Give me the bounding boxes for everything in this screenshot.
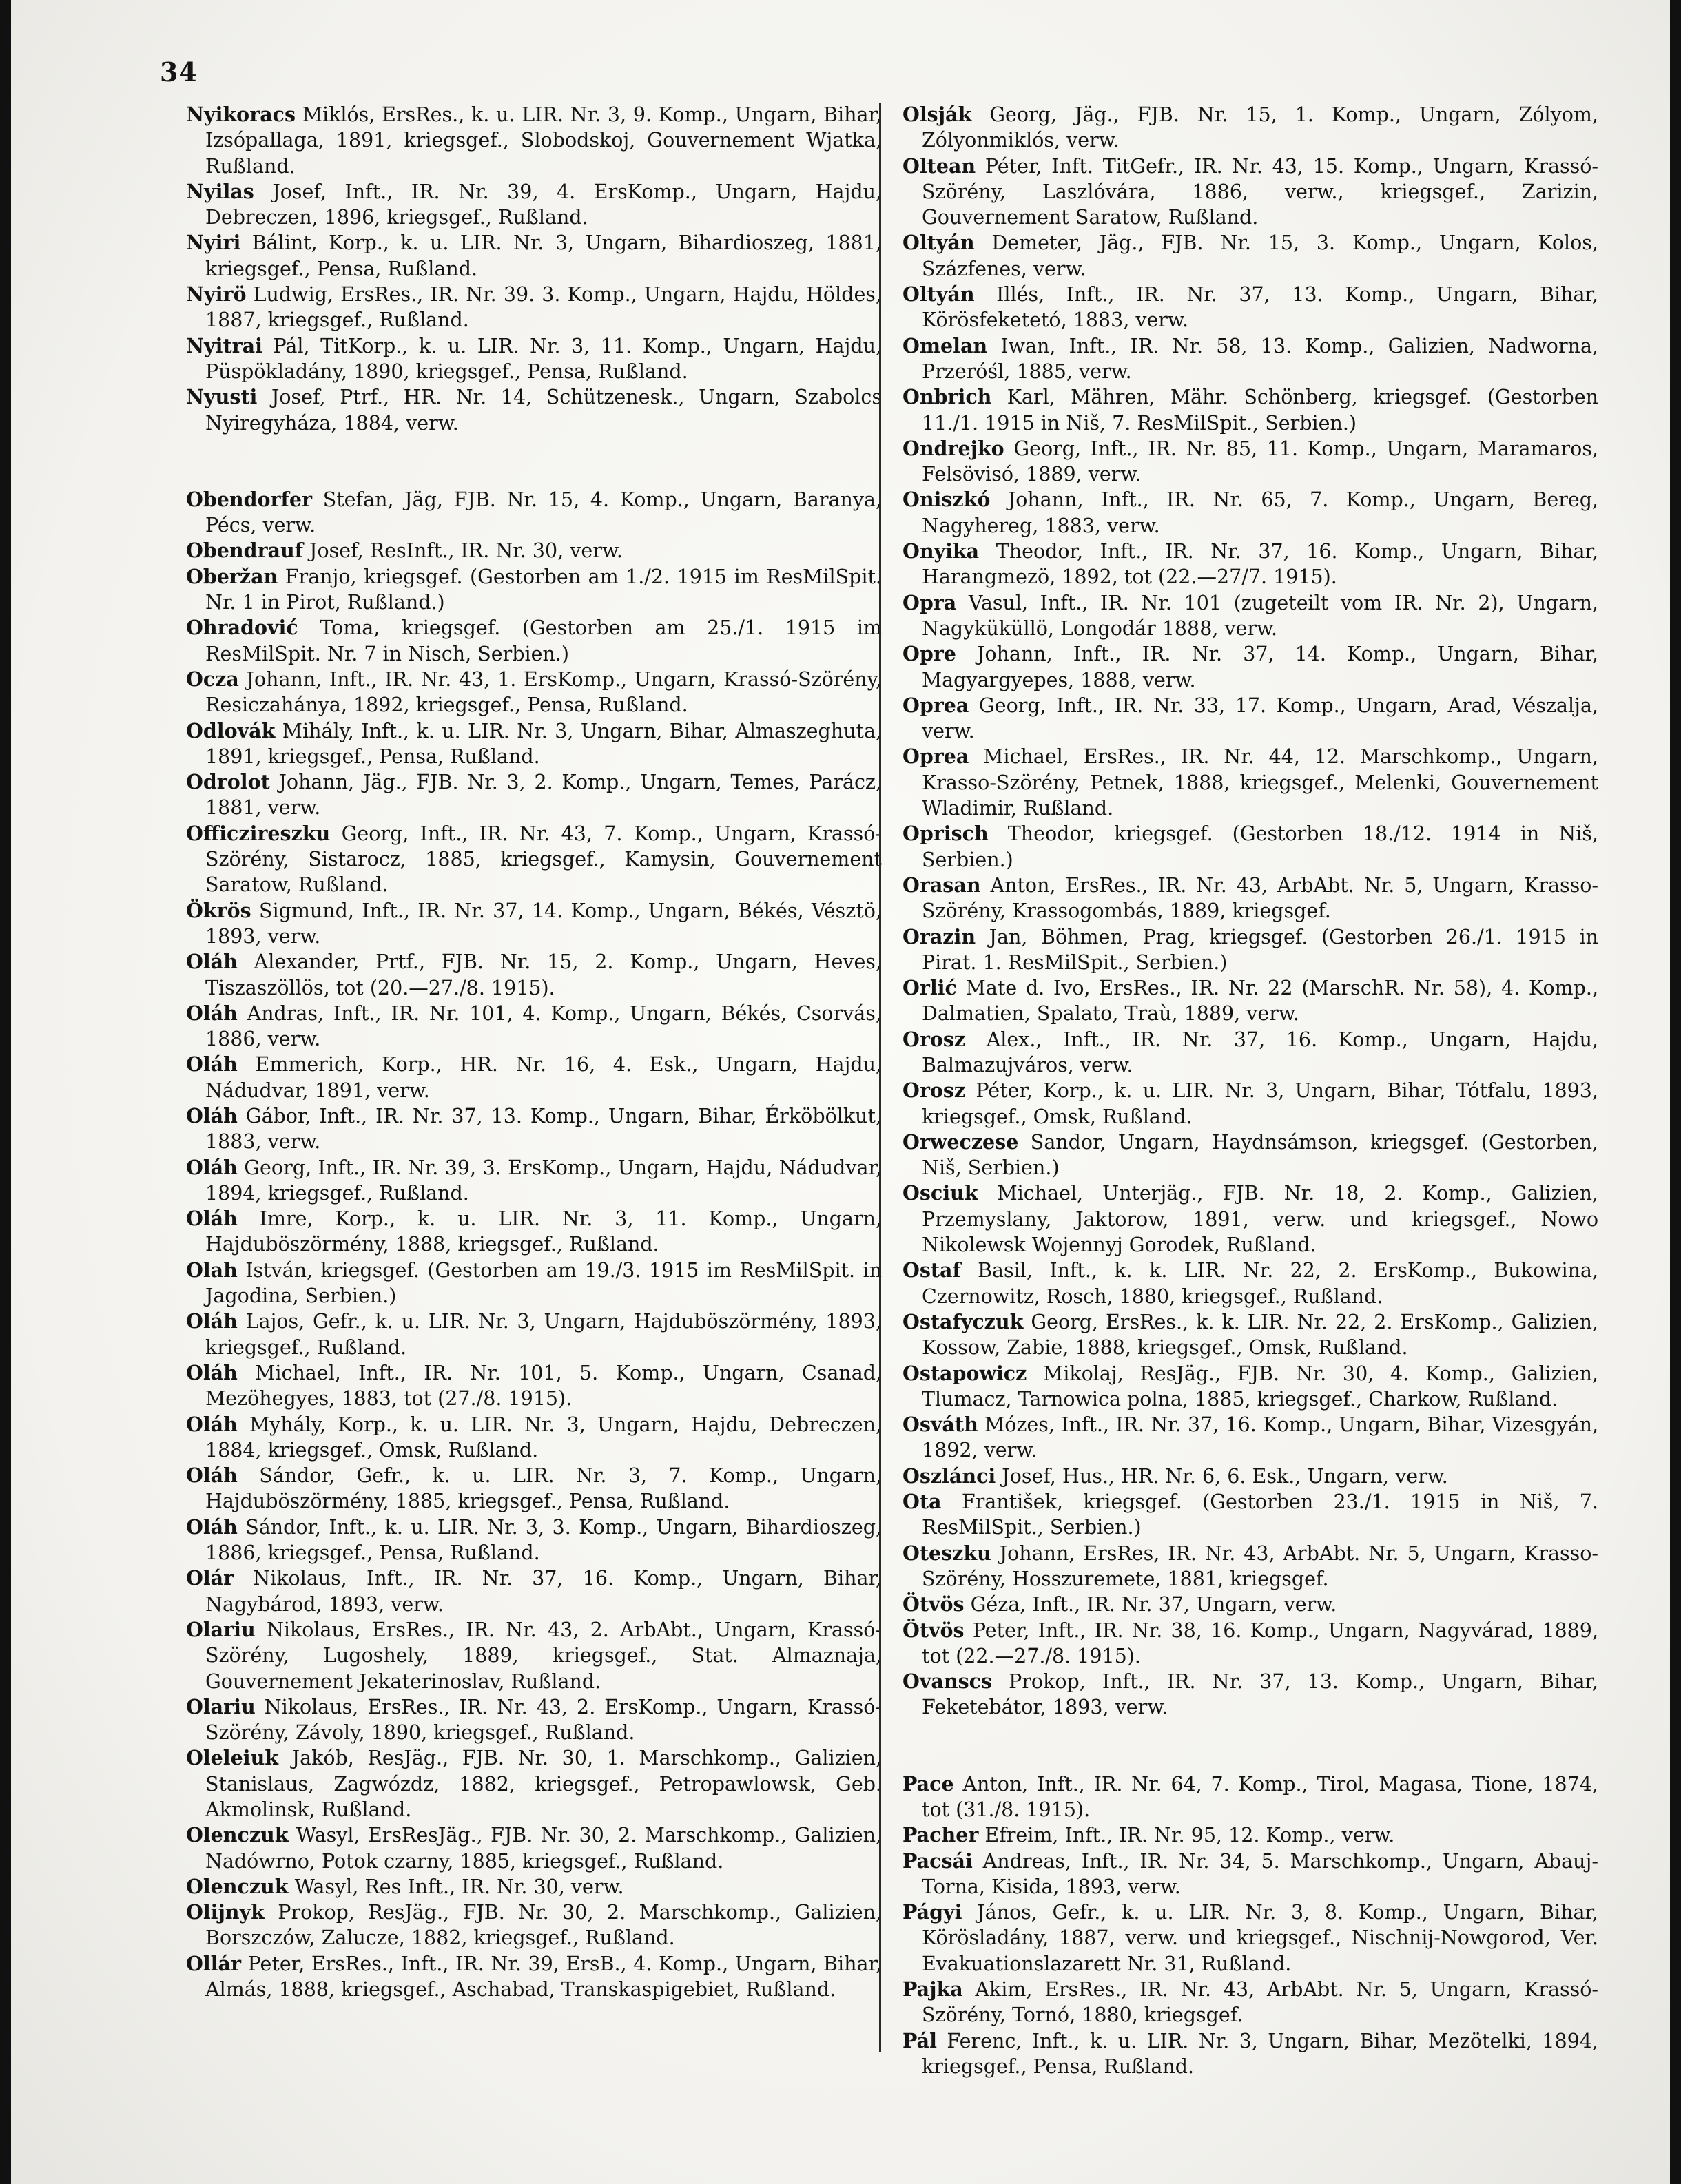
entry-details: Josef, Hus., HR. Nr. 6, 6. Esk., Ungarn, verw.: [996, 1464, 1448, 1488]
entries-o-continued: [903, 102, 1598, 1720]
register-entry: [186, 821, 882, 898]
entry-surname: Olár: [186, 1566, 234, 1590]
entries-o: [186, 487, 882, 2003]
entry-details: Akim, ErsRes., IR. Nr. 43, ArbAbt. Nr. 5, Ungarn, Krassó-Szörény, Tornó, 1880, kriegsgef.: [922, 1978, 1598, 2027]
entry-details: Nikolaus, ErsRes., IR. Nr. 43, 2. ArbAbt., Ungarn, Krassó-Szörény, Lugoshely, 1889, kriegsgef., Stat. Almaznaja, Gouvernement Jekaterinoslav, Rußland.: [205, 1618, 882, 1693]
entry-surname: Osváth: [903, 1413, 978, 1437]
entry-details: Toma, kriegsgef. (Gestorben am 25./1. 1915 im ResMilSpit. Nr. 7 in Nisch, Serbien.): [205, 616, 882, 665]
register-entry: [903, 539, 1598, 590]
entry-surname: Oláh: [186, 1360, 238, 1384]
register-entry: [903, 384, 1598, 436]
register-entry: [186, 102, 882, 179]
entry-details: Georg, Inft., IR. Nr. 43, 7. Komp., Ungarn, Krassó-Szörény, Sistarocz, 1885, kriegsgef., Kamysin, Gouvernement Saratow, Rußland.: [205, 822, 882, 897]
register-entry: [186, 333, 882, 385]
register-entry: [186, 230, 882, 282]
entry-surname: Odrolot: [186, 770, 270, 794]
entry-details: Sándor, Inft., k. u. LIR. Nr. 3, 3. Komp., Ungarn, Bihardioszeg, 1886, kriegsgef., Pensa, Rußland.: [205, 1515, 882, 1565]
entry-surname: Oláh: [186, 1207, 238, 1231]
entry-details: Stefan, Jäg, FJB. Nr. 15, 4. Komp., Ungarn, Baranya, Pécs, verw.: [205, 488, 882, 537]
entry-details: Peter, ErsRes., Inft., IR. Nr. 39, ErsB., 4. Komp., Ungarn, Bihar, Almás, 1888, kriegsgef., Aschabad, Transkaspigebiet, Rußland.: [205, 1952, 882, 2001]
entry-surname: Ollár: [186, 1951, 241, 1975]
register-entry: [903, 821, 1598, 873]
register-entry: [186, 1515, 882, 1566]
entry-surname: Olariu: [186, 1694, 256, 1718]
entry-surname: Pajka: [903, 1977, 963, 2001]
section-gap: [186, 436, 882, 487]
right-column: [903, 102, 1598, 2079]
register-entry: [186, 949, 882, 1001]
entry-details: Imre, Korp., k. u. LIR. Nr. 3, 11. Komp., Ungarn, Hajduböszörmény, 1888, kriegsgef., Rußland.: [205, 1207, 882, 1256]
register-entry: [903, 282, 1598, 333]
entry-surname: Oláh: [186, 1052, 238, 1077]
register-entry: [186, 1951, 882, 2003]
register-entry: [186, 898, 882, 950]
entry-surname: Oszlánci: [903, 1464, 996, 1488]
register-entry: [186, 179, 882, 231]
register-entry: [186, 1360, 882, 1412]
register-entry: [186, 1900, 882, 1951]
register-entry: [186, 667, 882, 718]
entry-details: Georg, Inft., IR. Nr. 33, 17. Komp., Ungarn, Arad, Vészalja, verw.: [922, 694, 1598, 743]
entry-details: Sandor, Ungarn, Haydnsámson, kriegsgef. (Gestorben, Niš, Serbien.): [922, 1130, 1598, 1180]
register-entry: [903, 1027, 1598, 1079]
register-entry: [186, 384, 882, 436]
entry-details: István, kriegsgef. (Gestorben am 19./3. 1915 im ResMilSpit. in Jagodina, Serbien.): [205, 1258, 882, 1308]
entry-details: Johann, ErsRes, IR. Nr. 43, ArbAbt. Nr. 5, Ungarn, Krasso-Szörény, Hosszuremete, 1881, kriegsgef.: [922, 1541, 1598, 1590]
entry-surname: Officzireszku: [186, 821, 331, 845]
register-entry: [903, 1412, 1598, 1464]
entry-surname: Orasan: [903, 873, 981, 897]
register-entry: [186, 1309, 882, 1360]
entry-details: Lajos, Gefr., k. u. LIR. Nr. 3, Ungarn, Hajduböszörmény, 1893, kriegsgef., Rußland.: [205, 1310, 882, 1359]
entry-details: János, Gefr., k. u. LIR. Nr. 3, 8. Komp., Ungarn, Bihar, Körösladány, 1887, verw. und kriegsgef., Nischnij-Nowgorod, Ver. Evakuationslazarett Nr. 31, Rußland.: [922, 1901, 1598, 1975]
entry-details: Andreas, Inft., IR. Nr. 34, 5. Marschkomp., Ungarn, Abauj-Torna, Kisida, 1893, verw.: [922, 1849, 1598, 1898]
register-entry: [903, 1181, 1598, 1258]
register-entry: [186, 1617, 882, 1694]
entry-details: Alex., Inft., IR. Nr. 37, 16. Komp., Ungarn, Hajdu, Balmazujváros, verw.: [922, 1028, 1598, 1077]
entry-surname: Olariu: [186, 1617, 256, 1641]
entry-surname: Orlić: [903, 976, 957, 1000]
entry-details: Nikolaus, Inft., IR. Nr. 37, 16. Komp., Ungarn, Bihar, Nagybárod, 1893, verw.: [205, 1567, 882, 1616]
entry-details: Efreim, Inft., IR. Nr. 95, 12. Komp., verw.: [978, 1824, 1395, 1847]
entry-surname: Omelan: [903, 333, 988, 357]
entry-details: František, kriegsgef. (Gestorben 23./1. 1915 in Niš, 7. ResMilSpit., Serbien.): [922, 1490, 1598, 1539]
entry-surname: Pace: [903, 1771, 954, 1796]
register-entry: [186, 1694, 882, 1746]
entry-surname: Ostafyczuk: [903, 1309, 1024, 1333]
entry-surname: Ötvös: [903, 1592, 965, 1616]
entry-surname: Olenczuk: [186, 1874, 289, 1898]
register-entry: [903, 1258, 1598, 1309]
register-entry: [903, 641, 1598, 693]
entry-details: Mikolaj, ResJäg., FJB. Nr. 30, 4. Komp., Galizien, Tlumacz, Tarnowica polna, 1885, kriegsgef., Charkow, Rußland.: [922, 1362, 1598, 1411]
left-column: [186, 102, 882, 2002]
entries-n: [186, 102, 882, 436]
register-entry: [903, 1771, 1598, 1823]
entry-details: Anton, Inft., IR. Nr. 64, 7. Komp., Tirol, Magasa, Tione, 1874, tot (31./8. 1915).: [922, 1772, 1598, 1821]
register-entry: [186, 282, 882, 333]
register-entry: [186, 538, 882, 563]
entry-surname: Oláh: [186, 1412, 238, 1436]
entry-details: Michael, ErsRes., IR. Nr. 44, 12. Marschkomp., Ungarn, Krasso-Szörény, Petnek, 1888, kriegsgef., Melenki, Gouvernement Wladimir, Rußland.: [922, 745, 1598, 820]
entry-surname: Onyika: [903, 539, 980, 563]
register-entry: [186, 1206, 882, 1258]
register-entry: [186, 1052, 882, 1103]
entry-surname: Oberžan: [186, 564, 278, 588]
entry-surname: Nyitrai: [186, 333, 262, 357]
entry-surname: Orosz: [903, 1027, 966, 1051]
entry-details: Peter, Inft., IR. Nr. 38, 16. Komp., Ungarn, Nagyvárad, 1889, tot (22.—27./8. 1915).: [922, 1619, 1598, 1667]
entry-surname: Odlovák: [186, 718, 276, 742]
entry-surname: Orweczese: [903, 1130, 1019, 1154]
register-entry: [903, 1849, 1598, 1900]
entry-surname: Págyi: [903, 1900, 962, 1924]
entry-details: Jan, Böhmen, Prag, kriegsgef. (Gestorben 26./1. 1915 in Pirat. 1. ResMilSpit., Serbien.): [922, 925, 1598, 974]
register-entry: [186, 769, 882, 821]
entry-surname: Nyirö: [186, 282, 247, 306]
entry-surname: Obendrauf: [186, 539, 303, 563]
register-entry: [903, 1309, 1598, 1361]
register-entry: [903, 1977, 1598, 2028]
page-number: 34: [160, 56, 198, 87]
entry-details: Johann, Inft., IR. Nr. 37, 14. Komp., Ungarn, Bihar, Magyargyepes, 1888, verw.: [922, 643, 1598, 691]
scan-border-left: [0, 0, 11, 2184]
register-entry: [903, 333, 1598, 385]
register-entry: [903, 693, 1598, 745]
entry-details: Géza, Inft., IR. Nr. 37, Ungarn, verw.: [964, 1593, 1337, 1616]
register-entry: [903, 873, 1598, 924]
entry-details: Sándor, Gefr., k. u. LIR. Nr. 3, 7. Komp., Ungarn, Hajduböszörmény, 1885, kriegsgef., Pensa, Rußland.: [205, 1464, 882, 1513]
entry-surname: Pacsái: [903, 1849, 973, 1873]
entry-details: Theodor, Inft., IR. Nr. 37, 16. Komp., Ungarn, Bihar, Harangmezö, 1892, tot (22.—27/7. 1915).: [922, 540, 1598, 589]
register-entry: [903, 230, 1598, 282]
entry-surname: Oleleiuk: [186, 1746, 279, 1770]
entry-details: Pál, TitKorp., k. u. LIR. Nr. 3, 11. Komp., Ungarn, Hajdu, Püspökladány, 1890, kriegsgef., Pensa, Rußland.: [205, 334, 882, 383]
column-divider: [879, 103, 881, 2052]
entry-details: Georg, Inft., IR. Nr. 39, 3. ErsKomp., Ungarn, Hajdu, Nádudvar, 1894, kriegsgef., Rußland.: [205, 1156, 882, 1205]
section-gap: [903, 1720, 1598, 1771]
entry-details: Emmerich, Korp., HR. Nr. 16, 4. Esk., Ungarn, Hajdu, Nádudvar, 1891, verw.: [205, 1053, 882, 1102]
entry-surname: Oláh: [186, 1309, 238, 1333]
register-entry: [903, 1130, 1598, 1181]
entry-details: Wasyl, Res Inft., IR. Nr. 30, verw.: [288, 1875, 624, 1898]
entry-details: Franjo, kriegsgef. (Gestorben am 1./2. 1915 im ResMilSpit. Nr. 1 in Pirot, Rußland.): [205, 565, 882, 614]
entry-surname: Ocza: [186, 667, 239, 691]
entry-surname: Oniszkó: [903, 488, 991, 512]
register-entry: [903, 1464, 1598, 1489]
register-entry: [903, 975, 1598, 1027]
entry-details: Karl, Mähren, Mähr. Schönberg, kriegsgef. (Gestorben 11./1. 1915 in Niš, 7. ResMilSpit., Serbien.): [922, 386, 1598, 435]
entry-details: Prokop, ResJäg., FJB. Nr. 30, 2. Marschkomp., Galizien, Borszczów, Zalucze, 1882, kriegsgef., Rußland.: [205, 1901, 882, 1950]
entry-details: Johann, Inft., IR. Nr. 43, 1. ErsKomp., Ungarn, Krassó-Szörény, Resiczahánya, 1892, kriegsgef., Pensa, Rußland.: [205, 667, 882, 717]
entry-surname: Oprisch: [903, 822, 989, 846]
entry-surname: Oláh: [186, 1001, 238, 1025]
register-entry: [186, 1566, 882, 1617]
entry-details: Josef, Ptrf., HR. Nr. 14, Schützenesk., Ungarn, Szabolcs Nyiregyháza, 1884, verw.: [205, 386, 882, 435]
entry-surname: Opre: [903, 642, 956, 666]
entry-details: Michael, Unterjäg., FJB. Nr. 18, 2. Komp., Galizien, Przemyslany, Jaktorow, 1891, verw. und kriegsgef., Nowo Nikolewsk Wojennyj Gorodek, Rußland.: [922, 1182, 1598, 1257]
entry-surname: Orazin: [903, 924, 976, 948]
entry-surname: Oláh: [186, 950, 238, 974]
entry-surname: Obendorfer: [186, 487, 312, 511]
entry-details: Andras, Inft., IR. Nr. 101, 4. Komp., Ungarn, Békés, Csorvás, 1886, verw.: [205, 1001, 882, 1051]
entry-details: Johann, Inft., IR. Nr. 65, 7. Komp., Ungarn, Bereg, Nagyhereg, 1883, verw.: [922, 488, 1598, 537]
entry-details: Gábor, Inft., IR. Nr. 37, 13. Komp., Ungarn, Bihar, Érköbölkut, 1883, verw.: [205, 1104, 882, 1154]
entry-details: Iwan, Inft., IR. Nr. 58, 13. Komp., Galizien, Nadworna, Przeróśl, 1885, verw.: [922, 334, 1598, 383]
entry-details: Demeter, Jäg., FJB. Nr. 15, 3. Komp., Ungarn, Kolos, Százfenes, verw.: [922, 231, 1598, 280]
entry-surname: Pacher: [903, 1823, 979, 1847]
entry-details: Illés, Inft., IR. Nr. 37, 13. Komp., Ungarn, Bihar, Körösfeketetó, 1883, verw.: [922, 283, 1598, 332]
register-entry: [903, 1900, 1598, 1977]
register-entry: [186, 718, 882, 770]
entry-details: Georg, Inft., IR. Nr. 85, 11. Komp., Ungarn, Maramaros, Felsövisó, 1889, verw.: [922, 437, 1598, 486]
entry-surname: Olijnyk: [186, 1900, 265, 1924]
register-entry: [903, 1489, 1598, 1541]
entry-surname: Oltyán: [903, 231, 975, 255]
entry-surname: Onbrich: [903, 385, 992, 409]
entry-details: Anton, ErsRes., IR. Nr. 43, ArbAbt. Nr. 5, Ungarn, Krasso-Szörény, Krassogombás, 1889, kriegsgef.: [922, 873, 1598, 923]
register-entry: [903, 487, 1598, 539]
entry-surname: Ota: [903, 1490, 942, 1514]
entry-details: Miklós, ErsRes., k. u. LIR. Nr. 3, 9. Komp., Ungarn, Bihar, Izsópallaga, 1891, kriegsgef., Slobodskoj, Gouvernement Wjatka, Rußland.: [205, 103, 882, 178]
entry-surname: Opra: [903, 590, 957, 614]
register-entry: [903, 1618, 1598, 1670]
entry-surname: Olenczuk: [186, 1823, 289, 1847]
entry-details: Georg, ErsRes., k. k. LIR. Nr. 22, 2. ErsKomp., Galizien, Kossow, Zabie, 1888, kriegsgef., Omsk, Rußland.: [922, 1310, 1598, 1360]
register-entry: [186, 615, 882, 667]
entry-details: Mihály, Inft., k. u. LIR. Nr. 3, Ungarn, Bihar, Almaszeghuta, 1891, kriegsgef., Pensa, Rußland.: [205, 719, 882, 768]
entries-p: [903, 1771, 1598, 2080]
scan-border-right: [1670, 0, 1681, 2184]
entry-details: Ferenc, Inft., k. u. LIR. Nr. 3, Ungarn, Bihar, Mezötelki, 1894, kriegsgef., Pensa, Rußland.: [922, 2029, 1598, 2078]
register-entry: [903, 102, 1598, 154]
entry-details: Mózes, Inft., IR. Nr. 37, 16. Komp., Ungarn, Bihar, Vizesgyán, 1892, verw.: [922, 1413, 1598, 1462]
entry-surname: Nyusti: [186, 385, 258, 409]
register-entry: [186, 1822, 882, 1874]
entry-details: Sigmund, Inft., IR. Nr. 37, 14. Komp., Ungarn, Békés, Vésztö, 1893, verw.: [205, 899, 882, 948]
entry-details: Nikolaus, ErsRes., IR. Nr. 43, 2. ErsKomp., Ungarn, Krassó-Szörény, Závoly, 1890, kriegsgef., Rußland.: [205, 1695, 882, 1745]
entry-surname: Ökrös: [186, 898, 251, 922]
entry-surname: Ohradović: [186, 616, 298, 640]
register-entry: [186, 1258, 882, 1309]
register-entry: [903, 1592, 1598, 1617]
register-entry: [186, 1103, 882, 1155]
entry-details: Vasul, Inft., IR. Nr. 101 (zugeteilt vom IR. Nr. 2), Ungarn, Nagyküküllö, Longodár 1888, verw.: [922, 591, 1598, 640]
entry-surname: Ostaf: [903, 1258, 961, 1282]
entry-surname: Oltean: [903, 154, 976, 178]
entry-surname: Oltyán: [903, 282, 975, 306]
entry-surname: Nyikoracs: [186, 103, 296, 126]
register-entry: [903, 590, 1598, 642]
register-entry: [903, 1361, 1598, 1413]
register-entry: [186, 1412, 882, 1464]
register-entry: [186, 1745, 882, 1822]
entry-details: Josef, Inft., IR. Nr. 39, 4. ErsKomp., Ungarn, Hajdu, Debreczen, 1896, kriegsgef., Rußland.: [205, 180, 882, 229]
entry-surname: Oteszku: [903, 1541, 991, 1565]
entry-surname: Orosz: [903, 1079, 966, 1103]
entry-details: Michael, Inft., IR. Nr. 101, 5. Komp., Ungarn, Csanad, Mezöhegyes, 1883, tot (27./8. 1915).: [205, 1361, 882, 1411]
register-entry: [903, 924, 1598, 976]
register-entry: [903, 1541, 1598, 1592]
entry-surname: Nyilas: [186, 179, 254, 203]
register-entry: [186, 487, 882, 539]
entry-surname: Olsják: [903, 103, 972, 126]
register-entry: [903, 1822, 1598, 1848]
register-entry: [186, 1463, 882, 1515]
entry-details: Mate d. Ivo, ErsRes., IR. Nr. 22 (MarschR. Nr. 58), 4. Komp., Dalmatien, Spalato, Traù, 1889, verw.: [922, 977, 1598, 1026]
entry-details: Alexander, Prtf., FJB. Nr. 15, 2. Komp., Ungarn, Heves, Tiszaszöllös, tot (20.—27./8. 1915).: [205, 950, 882, 999]
entry-surname: Ötvös: [903, 1618, 965, 1642]
entry-surname: Osciuk: [903, 1181, 978, 1205]
register-entry: [903, 154, 1598, 231]
entry-details: Myhály, Korp., k. u. LIR. Nr. 3, Ungarn, Hajdu, Debreczen, 1884, kriegsgef., Omsk, Rußland.: [205, 1413, 882, 1462]
register-entry: [903, 1669, 1598, 1720]
entry-surname: Ondrejko: [903, 436, 1004, 460]
entry-details: Josef, ResInft., IR. Nr. 30, verw.: [303, 539, 623, 563]
entry-surname: Nyiri: [186, 231, 241, 255]
register-entry: [186, 1155, 882, 1207]
entry-surname: Ostapowicz: [903, 1361, 1027, 1385]
entry-surname: Oláh: [186, 1464, 238, 1488]
register-entry: [903, 1078, 1598, 1130]
entry-details: Theodor, kriegsgef. (Gestorben 18./12. 1914 in Niš, Serbien.): [922, 822, 1598, 871]
entry-details: Prokop, Inft., IR. Nr. 37, 13. Komp., Ungarn, Bihar, Feketebátor, 1893, verw.: [922, 1670, 1598, 1719]
register-entry: [903, 2028, 1598, 2080]
entry-surname: Oláh: [186, 1103, 238, 1127]
register-entry: [186, 1001, 882, 1052]
entry-surname: Oláh: [186, 1515, 238, 1539]
entry-details: Ludwig, ErsRes., IR. Nr. 39. 3. Komp., Ungarn, Hajdu, Höldes, 1887, kriegsgef., Rußland.: [205, 283, 882, 332]
entry-surname: Pál: [903, 2028, 937, 2052]
entry-details: Jakób, ResJäg., FJB. Nr. 30, 1. Marschkomp., Galizien, Stanislaus, Zagwózdz, 1882, kriegsgef., Petropawlowsk, Geb. Akmolinsk, Rußland.: [205, 1747, 882, 1821]
entry-details: Georg, Jäg., FJB. Nr. 15, 1. Komp., Ungarn, Zólyom, Zólyonmiklós, verw.: [922, 103, 1598, 152]
entry-surname: Olah: [186, 1258, 238, 1282]
entry-details: Basil, Inft., k. k. LIR. Nr. 22, 2. ErsKomp., Bukowina, Czernowitz, Rosch, 1880, kriegsgef., Rußland.: [922, 1259, 1598, 1308]
entry-surname: Oláh: [186, 1155, 238, 1179]
register-entry: [903, 436, 1598, 488]
register-entry: [186, 1874, 882, 1900]
entry-details: Wasyl, ErsResJäg., FJB. Nr. 30, 2. Marschkomp., Galizien, Nadówrno, Potok czarny, 1885, kriegsgef., Rußland.: [205, 1824, 882, 1873]
entry-surname: Oprea: [903, 693, 969, 717]
entry-surname: Oprea: [903, 745, 969, 769]
entry-details: Péter, Korp., k. u. LIR. Nr. 3, Ungarn, Bihar, Tótfalu, 1893, kriegsgef., Omsk, Rußland.: [922, 1079, 1598, 1128]
register-entry: [903, 744, 1598, 821]
entry-details: Johann, Jäg., FJB. Nr. 3, 2. Komp., Ungarn, Temes, Parácz, 1881, verw.: [205, 771, 882, 820]
entry-details: Péter, Inft. TitGefr., IR. Nr. 43, 15. Komp., Ungarn, Krassó-Szörény, Laszlóvára, 1886, verw., kriegsgef., Zarizin, Gouvernement Saratow, Rußland.: [922, 154, 1598, 229]
register-entry: [186, 564, 882, 616]
entry-surname: Ovanscs: [903, 1670, 993, 1694]
entry-details: Bálint, Korp., k. u. LIR. Nr. 3, Ungarn, Bihardioszeg, 1881, kriegsgef., Pensa, Rußland.: [205, 231, 882, 280]
